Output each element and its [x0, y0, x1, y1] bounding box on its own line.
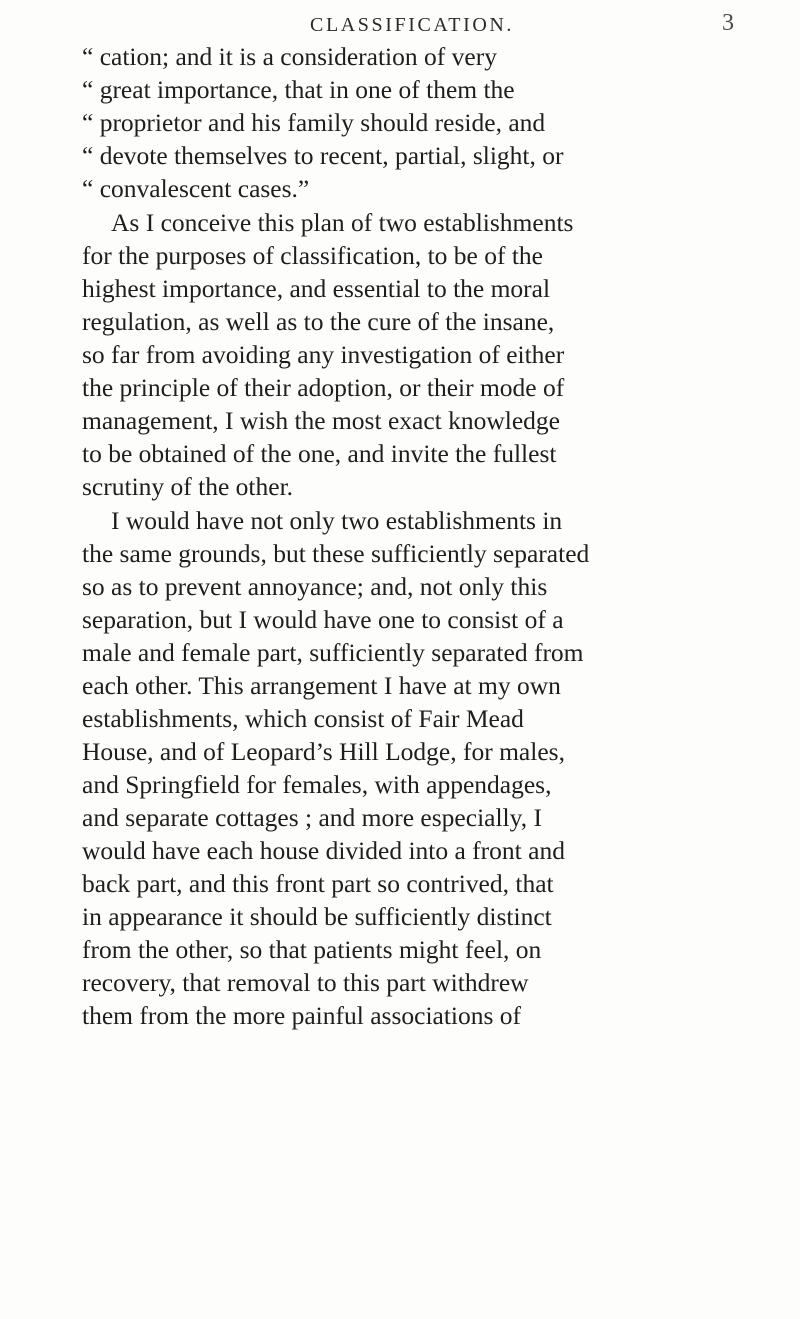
text-line: back part, and this front part so contrived, that — [82, 869, 554, 898]
text-line: House, and of Leopard’s Hill Lodge, for males, — [82, 737, 565, 766]
text-line: regulation, as well as to the cure of the insane, — [82, 307, 555, 336]
text-line: male and female part, sufficiently separated from — [82, 638, 584, 667]
text-line: management, I wish the most exact knowledge — [82, 406, 560, 435]
text-line: for the purposes of classification, to be of the — [82, 241, 543, 270]
text-line: and separate cottages ; and more especially, I — [82, 803, 542, 832]
text-line: scrutiny of the other. — [82, 472, 294, 501]
text-line: “ cation; and it is a consideration of very — [82, 42, 497, 71]
text-line: “ proprietor and his family should reside, and — [82, 108, 546, 137]
text-line: from the other, so that patients might feel, on — [82, 935, 542, 964]
text-line: to be obtained of the one, and invite the fullest — [82, 439, 557, 468]
text-line: As I conceive this plan of two establishments — [111, 208, 574, 237]
text-line: so far from avoiding any investigation of either — [82, 340, 565, 369]
text-line: “ convalescent cases.” — [82, 174, 310, 203]
text-line: them from the more painful associations of — [82, 1001, 522, 1030]
text-line: I would have not only two establishments in — [111, 506, 563, 535]
text-line: establishments, which consist of Fair Mead — [82, 704, 524, 733]
text-line: separation, but I would have one to consist of a — [82, 605, 564, 634]
page-number: 3 — [722, 10, 734, 36]
text-line: recovery, that removal to this part withdrew — [82, 968, 529, 997]
text-line: and Springfield for females, with appendages, — [82, 770, 552, 799]
text-line: the principle of their adoption, or their mode of — [82, 373, 565, 402]
text-line: “ great importance, that in one of them the — [82, 75, 515, 104]
text-line: “ devote themselves to recent, partial, slight, or — [82, 141, 564, 170]
running-head: CLASSIFICATION. — [310, 14, 515, 36]
text-line: the same grounds, but these sufficiently separated — [82, 539, 590, 568]
text-line: would have each house divided into a front and — [82, 836, 565, 865]
text-line: in appearance it should be sufficiently distinct — [82, 902, 552, 931]
text-line: highest importance, and essential to the moral — [82, 274, 551, 303]
text-line: each other. This arrangement I have at my own — [82, 671, 561, 700]
text-line: so as to prevent annoyance; and, not only this — [82, 572, 548, 601]
